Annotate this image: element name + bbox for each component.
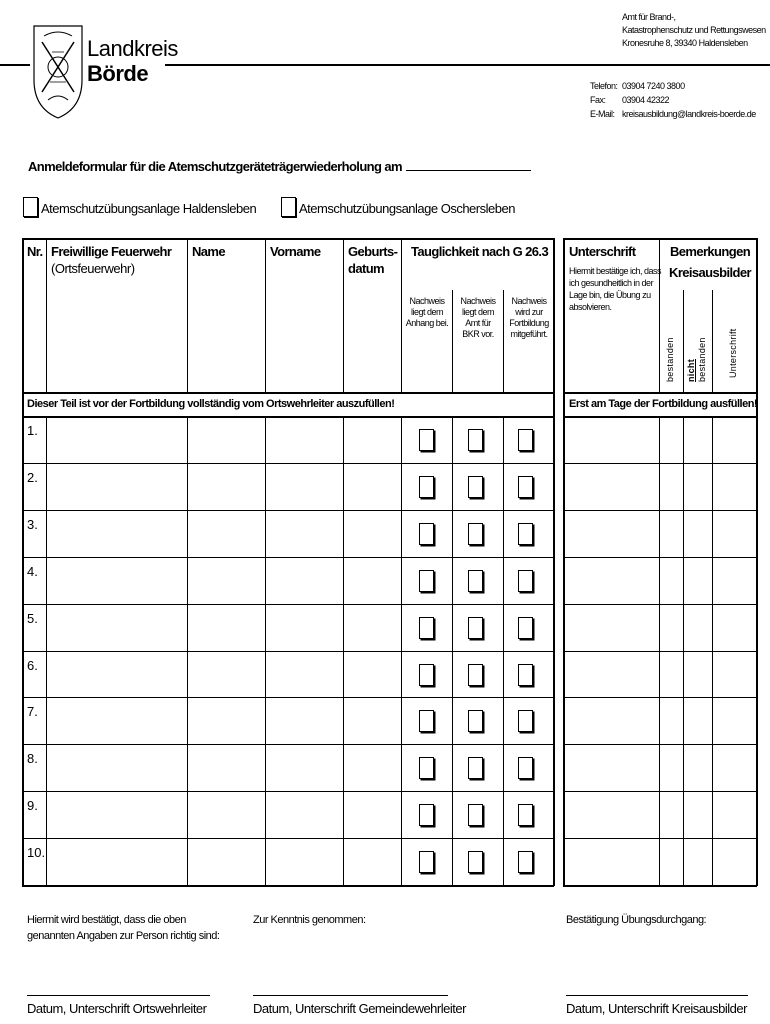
taug-sub-line: Fortbildung (509, 318, 549, 328)
footer-confirm-kreisausbilder: Bestätigung Übungsdurchgang: (566, 914, 707, 926)
row-divider (563, 697, 757, 698)
taug-sub-line: Anhang bei. (405, 318, 449, 328)
signature-label-ortswehrleiter: Datum, Unterschrift Ortswehrleiter (27, 1001, 207, 1016)
taug-sub-line: Nachweis (511, 296, 547, 306)
row-number: 2. (27, 469, 38, 485)
email-value: kreisausbildung@landkreis-boerde.de (622, 109, 756, 119)
checkbox-anhang[interactable] (419, 523, 434, 545)
row-number: 9. (27, 798, 38, 814)
checkbox-amt-bkr[interactable] (468, 664, 483, 686)
fax-label: Fax: (590, 95, 606, 105)
taug-sub-line: BKR vor. (462, 329, 494, 339)
checkbox-amt-bkr[interactable] (468, 804, 483, 826)
section-note-tag: Erst am Tage der Fortbildung ausfüllen! (569, 398, 758, 410)
checkbox-mitgefuehrt[interactable] (518, 851, 533, 873)
col-header-bemerkungen: Bemerkungen (669, 244, 751, 259)
checkbox-anhang[interactable] (419, 664, 434, 686)
signature-label-gemeindewehrleiter: Datum, Unterschrift Gemeindewehrleiter (253, 1001, 466, 1016)
row-divider (563, 651, 757, 652)
office-address (622, 11, 766, 50)
checkbox-mitgefuehrt[interactable] (518, 757, 533, 779)
col-header-geburtsdatum-2: datum (348, 261, 385, 276)
row-divider (22, 744, 554, 745)
row-divider (563, 557, 757, 558)
row-number: 10. (27, 845, 46, 861)
form-title (28, 158, 531, 174)
footer-confirm-ortswehrleiter (27, 912, 219, 944)
checkbox-amt-bkr[interactable] (468, 617, 483, 639)
option-haldensleben-checkbox[interactable] (23, 197, 38, 217)
taug-sub-line: wird zur (515, 307, 543, 317)
taug-sub-mitgefuehrt (504, 296, 554, 340)
row-divider (563, 510, 757, 511)
row-divider (563, 838, 757, 839)
option-oschersleben-checkbox[interactable] (281, 197, 296, 217)
checkbox-anhang[interactable] (419, 851, 434, 873)
row-divider (22, 510, 554, 511)
row-number: 5. (27, 610, 38, 626)
checkbox-mitgefuehrt[interactable] (518, 476, 533, 498)
declaration-line: ich gesundheitlich in der (569, 278, 654, 288)
rot-label-unterschrift: Unterschrift (728, 328, 738, 378)
taug-sub-line: Nachweis (460, 296, 496, 306)
row-divider (22, 604, 554, 605)
row-divider (22, 697, 554, 698)
signature-line-kreisausbilder[interactable] (566, 995, 748, 996)
declaration-line: Hiermit bestätige ich, dass (569, 266, 662, 276)
col-header-unterschrift: Unterschrift (569, 244, 636, 259)
row-number: 6. (27, 657, 38, 673)
taug-sub-line: liegt dem (461, 307, 495, 317)
col-header-name: Name (192, 244, 226, 259)
org-name-line2: Börde (87, 61, 149, 86)
declaration-line: Lage bin, die Übung zu (569, 290, 651, 300)
checkbox-mitgefuehrt[interactable] (518, 570, 533, 592)
date-blank-field[interactable] (406, 158, 531, 171)
checkbox-anhang[interactable] (419, 804, 434, 826)
row-number: 8. (27, 751, 38, 767)
taug-sub-line: mitgeführt. (510, 329, 548, 339)
fax-value: 03904 42322 (622, 95, 670, 105)
checkbox-anhang[interactable] (419, 617, 434, 639)
row-divider (22, 463, 554, 464)
checkbox-amt-bkr[interactable] (468, 570, 483, 592)
taug-sub-amt (453, 296, 503, 340)
row-number: 1. (27, 423, 38, 438)
checkbox-mitgefuehrt[interactable] (518, 804, 533, 826)
signature-line-ortswehrleiter[interactable] (27, 995, 210, 996)
taug-sub-line: liegt dem (410, 307, 444, 317)
checkbox-anhang[interactable] (419, 429, 434, 451)
footer-text-line: genannten Angaben zur Person richtig sind: (27, 930, 220, 942)
row-divider (22, 557, 554, 558)
phone-value: 03904 7240 3800 (622, 81, 685, 91)
row-number: 3. (27, 516, 38, 532)
row-number: 4. (27, 563, 38, 579)
form-title-text: Anmeldeformular für die Atemschutzgeräteträgerwiederholung am (28, 159, 402, 174)
checkbox-mitgefuehrt[interactable] (518, 664, 533, 686)
checkbox-anhang[interactable] (419, 710, 434, 732)
signature-label-kreisausbilder: Datum, Unterschrift Kreisausbilder (566, 1001, 747, 1016)
email-label: E-Mail: (590, 109, 615, 119)
section-note-ortswehrleiter: Dieser Teil ist vor der Fortbildung vollständig vom Ortswehrleiter auszufüllen! (27, 398, 395, 410)
checkbox-mitgefuehrt[interactable] (518, 429, 533, 451)
col-header-vorname: Vorname (270, 244, 321, 259)
taug-sub-line: Nachweis (409, 296, 445, 306)
col-header-geburtsdatum-1: Geburts- (348, 244, 398, 259)
coat-of-arms-icon (30, 22, 86, 122)
row-divider (563, 463, 757, 464)
checkbox-amt-bkr[interactable] (468, 476, 483, 498)
checkbox-anhang[interactable] (419, 476, 434, 498)
col-header-nr: Nr. (27, 244, 43, 259)
rot-label-bestanden: bestanden (665, 337, 675, 382)
col-header-feuerwehr: Freiwillige Feuerwehr (51, 244, 172, 259)
checkbox-amt-bkr[interactable] (468, 429, 483, 451)
option-haldensleben-label: Atemschutzübungsanlage Haldensleben (41, 201, 257, 216)
header-rule-right (165, 64, 770, 66)
address-line: Kronesruhe 8, 39340 Haldensleben (622, 38, 748, 48)
row-number: 7. (27, 704, 38, 720)
checkbox-anhang[interactable] (419, 570, 434, 592)
footer-text-line: Hiermit wird bestätigt, dass die oben (27, 914, 186, 926)
address-line: Katastrophenschutz und Rettungswesen (622, 25, 766, 35)
unterschrift-declaration (569, 265, 661, 313)
checkbox-mitgefuehrt[interactable] (518, 617, 533, 639)
contact-info (590, 79, 756, 121)
row-divider (563, 791, 757, 792)
checkbox-amt-bkr[interactable] (468, 710, 483, 732)
checkbox-mitgefuehrt[interactable] (518, 523, 533, 545)
col-header-tauglichkeit: Tauglichkeit nach G 26.3 (411, 244, 549, 259)
col-header-feuerwehr-sub: (Ortsfeuerwehr) (51, 261, 135, 276)
address-line: Amt für Brand-, (622, 12, 676, 22)
checkbox-mitgefuehrt[interactable] (518, 710, 533, 732)
phone-label: Telefon: (590, 81, 618, 91)
row-divider (22, 651, 554, 652)
org-name-line1: Landkreis (87, 36, 178, 61)
footer-confirm-gemeindewehrleiter: Zur Kenntnis genommen: (253, 914, 366, 926)
rot-label-nicht-bestanden: bestanden (697, 337, 707, 382)
header-rule-left (0, 64, 30, 66)
taug-sub-anhang (402, 296, 452, 329)
col-header-kreisausbilder: Kreisausbilder (669, 265, 751, 280)
row-divider (22, 791, 554, 792)
checkbox-anhang[interactable] (419, 757, 434, 779)
checkbox-amt-bkr[interactable] (468, 523, 483, 545)
taug-sub-line: Amt für (465, 318, 491, 328)
checkbox-amt-bkr[interactable] (468, 851, 483, 873)
signature-line-gemeindewehrleiter[interactable] (253, 995, 448, 996)
rot-label-nicht: nicht (686, 359, 696, 382)
row-divider (563, 604, 757, 605)
row-divider (22, 838, 554, 839)
declaration-line: absolvieren. (569, 302, 612, 312)
row-divider (563, 744, 757, 745)
checkbox-amt-bkr[interactable] (468, 757, 483, 779)
option-oschersleben-label: Atemschutzübungsanlage Oschersleben (299, 201, 515, 216)
